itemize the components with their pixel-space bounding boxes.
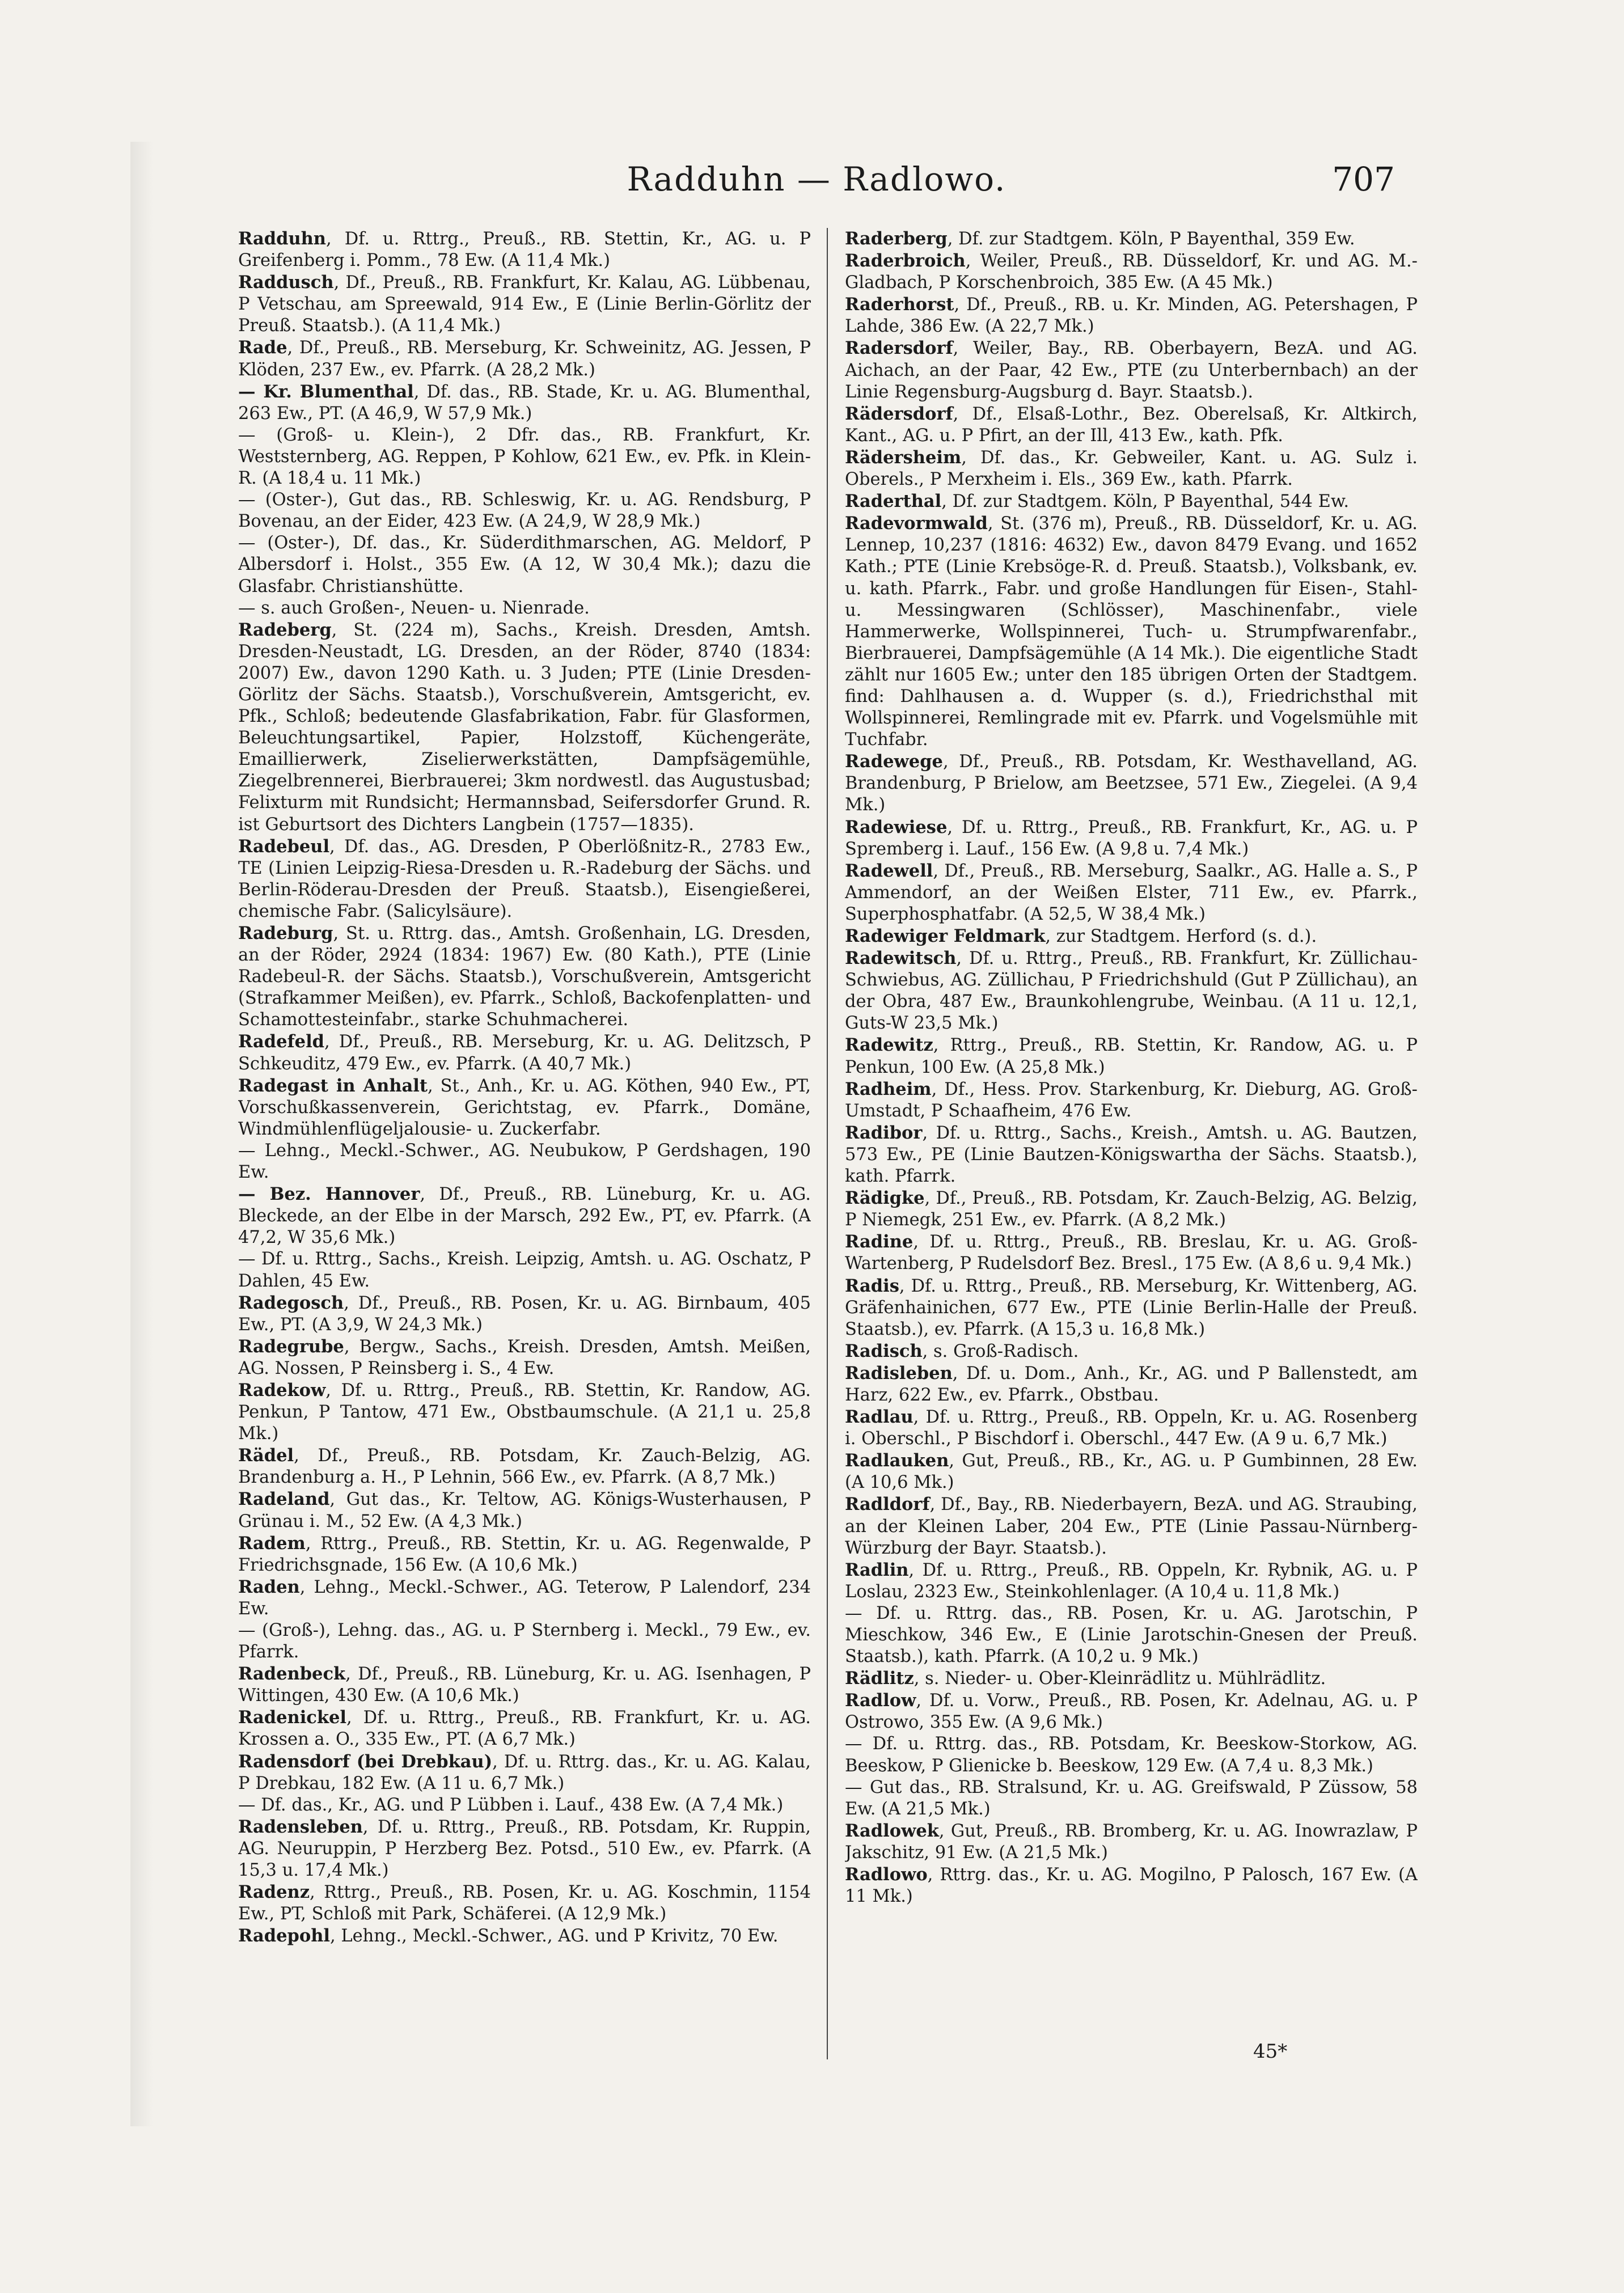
- entry-headword: Radebeul: [238, 836, 330, 857]
- dictionary-entry: [845, 1733, 1418, 1776]
- entry-text: , Rttrg. das., Kr. u. AG. Mogilno, P Palosch, 167 Ew. (A 11 Mk.): [845, 1865, 1418, 1907]
- entry-headword: Raden: [238, 1576, 300, 1597]
- entry-headword: Radekow: [238, 1380, 326, 1401]
- dictionary-entry: [845, 860, 1418, 925]
- dictionary-entry: [238, 425, 811, 489]
- entry-text: , Weiler, Preuß., RB. Düsseldorf, Kr. und AG. M.-Gladbach, P Korschenbroich, 385 Ew. (A 45 Mk.): [845, 251, 1418, 293]
- entry-text: , zur Stadtgem. Herford (s. d.).: [1045, 926, 1317, 946]
- dictionary-entry: [845, 1231, 1418, 1275]
- entry-headword: Radlau: [845, 1407, 914, 1428]
- dictionary-entry: [238, 1881, 811, 1925]
- entry-headword: Radenz: [238, 1882, 310, 1903]
- entry-headword: Radduhn: [238, 229, 326, 249]
- dictionary-entry: [238, 1925, 811, 1947]
- entry-text: — (Groß- u. Klein-), 2 Dfr. das., RB. Frankfurt, Kr. Weststernberg, AG. Reppen, P Kohlow, 621 Ew., ev. Pfk. in Klein-R. (A 18,4 u. 11 Mk.): [238, 425, 811, 489]
- entry-headword: Rädigke: [845, 1188, 925, 1209]
- entry-text: , Df. u. Rttrg., Preuß., RB. Potsdam, Kr. Ruppin, AG. Neuruppin, P Herzberg Bez. Potsd., 510 Ew., ev. Pfarrk. (A 15,3 u. 17,4 Mk.): [238, 1817, 811, 1881]
- dictionary-entry: [238, 1249, 811, 1292]
- column-divider: [827, 228, 828, 2059]
- dictionary-entry: [845, 1078, 1418, 1122]
- dictionary-entry: [845, 1690, 1418, 1733]
- entry-headword: Radewell: [845, 860, 933, 881]
- dictionary-entry: [845, 1406, 1418, 1450]
- entry-text: — s. auch Großen-, Neuen- u. Nienrade.: [238, 598, 590, 618]
- dictionary-entry: [238, 337, 811, 380]
- entry-text: , Bergw., Sachs., Kreish. Dresden, Amtsh. Meißen, AG. Nossen, P Reinsberg i. S., 4 Ew.: [238, 1336, 811, 1378]
- entry-text: , Df. u. Dom., Anh., Kr., AG. und P Ballenstedt, am Harz, 622 Ew., ev. Pfarrk., Obstbau.: [845, 1363, 1418, 1405]
- entry-headword: Radeland: [238, 1489, 330, 1510]
- entry-headword: Radeberg: [238, 619, 332, 640]
- dictionary-entry: [238, 1380, 811, 1445]
- entry-text: — (Oster-), Df. das., Kr. Süderdithmarschen, AG. Meldorf, P Albersdorf i. Holst., 355 Ew. (A 12, W 30,4 Mk.); dazu die Glasfabr. Christianshütte.: [238, 533, 811, 596]
- entry-text: , Df. u. Vorw., Preuß., RB. Posen, Kr. Adelnau, AG. u. P Ostrowo, 355 Ew. (A 9,6 Mk.): [845, 1691, 1418, 1733]
- dictionary-entry: [238, 1751, 811, 1795]
- entry-text: , Df., Preuß., RB. u. Kr. Minden, AG. Petershagen, P Lahde, 386 Ew. (A 22,7 Mk.): [845, 295, 1418, 337]
- entry-headword: Radlowo: [845, 1864, 928, 1885]
- entry-text: , Df. u. Rttrg., Preuß., RB. Frankfurt, Kr., AG. u. P Spremberg i. Lauf., 156 Ew. (A 9,8 u. 7,4 Mk.): [845, 817, 1418, 859]
- dictionary-entry: [845, 228, 1418, 250]
- entry-text: , Df., Hess. Prov. Starkenburg, Kr. Dieburg, AG. Groß-Umstadt, P Schaafheim, 476 Ew.: [845, 1079, 1418, 1121]
- entry-text: , Rttrg., Preuß., RB. Posen, Kr. u. AG. Koschmin, 1154 Ew., PT, Schloß mit Park, Schäferei. (A 12,9 Mk.): [238, 1882, 811, 1924]
- entry-text: , Df., Preuß., RB. Potsdam, Kr. Zauch-Belzig, AG. Belzig, P Niemegk, 251 Ew., ev. Pfarrk. (A 8,2 Mk.): [845, 1188, 1418, 1230]
- dictionary-entry: [238, 1031, 811, 1074]
- entry-headword: Radis: [845, 1275, 899, 1296]
- entry-text: — Df. das., Kr., AG. und P Lübben i. Lauf., 438 Ew. (A 7,4 Mk.): [238, 1795, 784, 1815]
- entry-headword: — Bez. Hannover: [238, 1184, 420, 1205]
- entry-headword: Radibor: [845, 1122, 923, 1143]
- dictionary-entry: [845, 337, 1418, 403]
- entry-text: , Df. u. Rttrg. das., Kr. u. AG. Kalau, P Drebkau, 182 Ew. (A 11 u. 6,7 Mk.): [238, 1752, 811, 1793]
- entry-headword: Radheim: [845, 1078, 932, 1099]
- entry-headword: Radensleben: [238, 1816, 363, 1837]
- dictionary-entry: [845, 294, 1418, 337]
- entry-headword: Radeburg: [238, 923, 333, 944]
- page-edge-shadow: [130, 142, 153, 2126]
- dictionary-entry: [238, 1816, 811, 1881]
- entry-text: , Rttrg., Preuß., RB. Stettin, Kr. u. AG. Regenwalde, P Friedrichsgnade, 156 Ew. (A 10,6 Mk.): [238, 1533, 811, 1575]
- entry-text: , St., Anh., Kr. u. AG. Köthen, 940 Ew., PT, Vorschußkassenverein, Gerichtstag, ev. Pfarrk., Domäne, Windmühlenflügeljalousie- u. Zuckerfabr.: [238, 1076, 811, 1139]
- entry-headword: — Kr. Blumenthal: [238, 381, 414, 402]
- entry-headword: Raddusch: [238, 272, 334, 293]
- dictionary-entry: [845, 490, 1418, 513]
- entry-headword: Raderhorst: [845, 294, 954, 315]
- dictionary-entry: [845, 1363, 1418, 1406]
- entry-text: , Lehng., Meckl.-Schwer., AG. und P Krivitz, 70 Ew.: [329, 1926, 779, 1947]
- entry-headword: Radem: [238, 1533, 306, 1554]
- entry-headword: Radefeld: [238, 1031, 324, 1052]
- entry-headword: Radisleben: [845, 1363, 953, 1384]
- entry-headword: Radewiese: [845, 816, 948, 837]
- entry-headword: Raderbroich: [845, 251, 966, 272]
- dictionary-entry: [238, 1183, 811, 1249]
- dictionary-entry: [238, 272, 811, 337]
- entry-text: , Df., Preuß., RB. Potsdam, Kr. Zauch-Belzig, AG. Brandenburg a. H., P Lehnin, 566 Ew., ev. Pfarrk. (A 8,7 Mk.): [238, 1446, 811, 1488]
- dictionary-entry: [238, 381, 811, 425]
- signature-mark: 45*: [1253, 2040, 1288, 2063]
- entry-headword: Radlow: [845, 1690, 916, 1711]
- page-header: [238, 160, 1395, 205]
- dictionary-entry: [845, 1187, 1418, 1231]
- entry-headword: Raderthal: [845, 491, 942, 512]
- entry-text: , Weiler, Bay., RB. Oberbayern, BezA. und AG. Aichach, an der Paar, 42 Ew., PTE (zu Unterbernbach) an der Linie Regensburg-Augsburg d. Bayr. Staatsb.).: [845, 339, 1418, 402]
- entry-text: , Df., Preuß., RB. Lüneburg, Kr. u. AG. Isenhagen, P Wittingen, 430 Ew. (A 10,6 Mk.): [238, 1664, 811, 1706]
- left-column: [238, 228, 811, 2059]
- entry-text: — (Oster-), Gut das., RB. Schleswig, Kr. u. AG. Rendsburg, P Bovenau, an der Eider, 423 Ew. (A 24,9, W 28,9 Mk.): [238, 490, 811, 532]
- dictionary-entry: [238, 1336, 811, 1380]
- entry-headword: Radldorf: [845, 1494, 930, 1515]
- dictionary-entry: [845, 1820, 1418, 1864]
- entry-text: , Df., Preuß., RB. Lüneburg, Kr. u. AG. Bleckede, an der Elbe in der Marsch, 292 Ew., PT, ev. Pfarrk. (A 47,2, W 35,6 Mk.): [238, 1184, 811, 1248]
- dictionary-entry: [238, 619, 811, 836]
- entry-headword: Radewitz: [845, 1035, 933, 1056]
- entry-headword: Rädersdorf: [845, 403, 953, 424]
- entry-text: , Df., Preuß., RB. Merseburg, Saalkr., AG. Halle a. S., P Ammendorf, an der Weißen Elster, 711 Ew., ev. Pfarrk., Superphosphatfabr. (A 52,5, W 38,4 Mk.): [845, 861, 1418, 924]
- entry-text: , St. (376 m), Preuß., RB. Düsseldorf, Kr. u. AG. Lennep, 10,237 (1816: 4632) Ew., davon 8479 Evang. und 1652 Kath.; PTE (Linie Krebsöge-R. d. Preuß. Staatsb.), Volksbank, ev. u. kath. Pfarrk., Fabr. und große Handlungen für Eisen-, Stahl- u. Messingwaren (Schlösser), Maschinenfabr., viele Hammerwerke, Wollspinnerei, Tuch- u. Strumpfwarenfabr., Bierbrauerei, Dampfsägemühle (A 14 Mk.). Die eigentliche Stadt zählt nur 1605 Ew.; unter den 185 übrigen Orten der Stadtgem. find: Dahlhausen a. d. Wupper (s. d.), Friedrichsthal mit Wollspinnerei, Remlingrade mit ev. Pfarrk. und Vogelsmühle mit Tuchfabr.: [845, 514, 1418, 750]
- entry-text: — (Groß-), Lehng. das., AG. u. P Sternberg i. Meckl., 79 Ew., ev. Pfarrk.: [238, 1621, 811, 1662]
- entry-text: , Df. u. Rttrg., Preuß., RB. Oppeln, Kr. Rybnik, AG. u. P Loslau, 2323 Ew., Steinkohlenlager. (A 10,4 u. 11,8 Mk.): [845, 1560, 1418, 1602]
- entry-text: — Lehng., Meckl.-Schwer., AG. Neubukow, P Gerdshagen, 190 Ew.: [238, 1140, 811, 1183]
- dictionary-entry: [845, 816, 1418, 860]
- dictionary-entry: [238, 1075, 811, 1140]
- dictionary-entry: [238, 1292, 811, 1336]
- dictionary-entry: [845, 403, 1418, 447]
- dictionary-entry: [845, 925, 1418, 947]
- entry-text: , Df. zur Stadtgem. Köln, P Bayenthal, 544 Ew.: [941, 492, 1350, 512]
- entry-headword: Radegosch: [238, 1292, 344, 1313]
- dictionary-entry: [845, 1034, 1418, 1078]
- entry-text: , Gut, Preuß., RB., Kr., AG. u. P Gumbinnen, 28 Ew. (A 10,6 Mk.): [845, 1451, 1418, 1493]
- right-column: [845, 228, 1418, 2059]
- dictionary-entry: [845, 1603, 1418, 1668]
- page-number: 707: [1332, 160, 1395, 198]
- entry-headword: Radlin: [845, 1559, 909, 1580]
- running-head: Radduhn — Radlowo.: [627, 160, 1006, 198]
- entry-headword: Radegast in Anhalt: [238, 1075, 428, 1096]
- entry-headword: Radisch: [845, 1340, 923, 1361]
- dictionary-entry: [238, 923, 811, 1031]
- dictionary-entry: [238, 1795, 811, 1816]
- entry-headword: Rade: [238, 337, 287, 358]
- entry-text: , Df. das., AG. Dresden, P Oberlößnitz-R., 2783 Ew., TE (Linien Leipzig-Riesa-Dresden u. R.-Radeburg der Sächs. und Berlin-Röderau-Dresden der Preuß. Staatsb.), Eisengießerei, chemische Fabr. (Salicylsäure).: [238, 836, 811, 921]
- entry-headword: Radevormwald: [845, 513, 988, 534]
- entry-text: , s. Groß-Radisch.: [922, 1341, 1079, 1361]
- entry-headword: Radewege: [845, 751, 943, 772]
- dictionary-entry: [845, 1122, 1418, 1187]
- entry-headword: Radensdorf (bei Drebkau): [238, 1751, 493, 1772]
- dictionary-entry: [845, 751, 1418, 816]
- dictionary-entry: [845, 447, 1418, 490]
- entry-text: , Df. u. Rttrg., Preuß., RB. Merseburg, Kr. Wittenberg, AG. Gräfenhainichen, 677 Ew., PTE (Linie Berlin-Halle der Preuß. Staatsb.), ev. Pfarrk. (A 15,3 u. 16,8 Mk.): [845, 1276, 1418, 1339]
- dictionary-entry: [238, 1140, 811, 1183]
- entry-text: , Df. u. Rttrg., Preuß., RB. Stettin, Kr. Randow, AG. Penkun, P Tantow, 471 Ew., Obstbaumschule. (A 21,1 u. 25,8 Mk.): [238, 1380, 811, 1444]
- entry-text: , Df. das., RB. Stade, Kr. u. AG. Blumenthal, 263 Ew., PT. (A 46,9, W 57,9 Mk.): [238, 382, 811, 424]
- entry-headword: Rädlitz: [845, 1668, 914, 1689]
- entry-text: , Df., Preuß., RB. Merseburg, Kr. Schweinitz, AG. Jessen, P Klöden, 237 Ew., ev. Pfarrk. (A 28,2 Mk.): [238, 338, 811, 380]
- dictionary-entry: [238, 1445, 811, 1488]
- entry-text: , Gut, Preuß., RB. Bromberg, Kr. u. AG. Inowrazlaw, P Jakschitz, 91 Ew. (A 21,5 Mk.): [845, 1821, 1418, 1863]
- entry-text: — Df. u. Rttrg. das., RB. Potsdam, Kr. Beeskow-Storkow, AG. Beeskow, P Glienicke b. Beeskow, 129 Ew. (A 7,4 u. 8,3 Mk.): [845, 1734, 1418, 1776]
- entry-text: , Df., Preuß., RB. Frankfurt, Kr. Kalau, AG. Lübbenau, P Vetschau, am Spreewald, 914 Ew., E (Linie Berlin-Görlitz der Preuß. Staatsb.). (A 11,4 Mk.): [238, 273, 811, 336]
- entry-headword: Radine: [845, 1232, 914, 1253]
- entry-text: , Df. u. Rttrg., Preuß., RB. Stettin, Kr., AG. u. P Greifenberg i. Pomm., 78 Ew. (A 11,4 Mk.): [238, 229, 811, 271]
- dictionary-entry: [845, 1450, 1418, 1494]
- entry-headword: Radewitsch: [845, 948, 957, 969]
- dictionary-entry: [845, 250, 1418, 294]
- entry-text: , Df., Bay., RB. Niederbayern, BezA. und AG. Straubing, an der Kleinen Laber, 204 Ew., PTE (Linie Passau-Nürnberg-Würzburg der Bayr. Staatsb.).: [845, 1495, 1418, 1558]
- entry-headword: Rädersheim: [845, 447, 962, 468]
- dictionary-entry: [238, 1707, 811, 1750]
- dictionary-entry: [238, 1620, 811, 1663]
- entry-headword: Radlowek: [845, 1820, 939, 1841]
- entry-text: , Df. u. Rttrg., Preuß., RB. Frankfurt, Kr. u. AG. Krossen a. O., 335 Ew., PT. (A 6,7 Mk.): [238, 1708, 811, 1750]
- dictionary-entry: [238, 1488, 811, 1532]
- dictionary-entry: [845, 1275, 1418, 1340]
- entry-text: , Df., Preuß., RB. Posen, Kr. u. AG. Birnbaum, 405 Ew., PT. (A 3,9, W 24,3 Mk.): [238, 1293, 811, 1335]
- entry-text: — Df. u. Rttrg. das., RB. Posen, Kr. u. AG. Jarotschin, P Mieschkow, 346 Ew., E (Linie Jarotschin-Gnesen der Preuß. Staatsb.), kath. Pfarrk. (A 10,2 u. 9 Mk.): [845, 1603, 1418, 1667]
- entry-text: , St. (224 m), Sachs., Kreish. Dresden, Amtsh. Dresden-Neustadt, LG. Dresden, an der Röder, 8740 (1834: 2007) Ew., davon 1290 Kath. u. 3 Juden; PTE (Linie Dresden-Görlitz der Sächs. Staatsb.), Vorschußverein, Amtsgericht, ev. Pfk., Schloß; bedeutende Glasfabrikation, Fabr. für Glasformen, Beleuchtungsartikel, Papier, Holzstoff, Küchengeräte, Emaillierwerk, Ziselierwerkstätten, Dampfsägemühle, Ziegelbrennerei, Bierbrauerei; 3km nordwestl. das Augustusbad; Felixturm mit Rundsicht; Hermannsbad, Seifersdorfer Grund. R. ist Geburtsort des Dichters Langbein (1757—1835).: [238, 620, 811, 835]
- dictionary-entry: [845, 1777, 1418, 1820]
- entry-text: , Gut das., Kr. Teltow, AG. Königs-Wusterhausen, P Grünau i. M., 52 Ew. (A 4,3 Mk.): [238, 1490, 811, 1532]
- entry-text: , s. Nieder- u. Ober-Kleinrädlitz u. Mühlrädlitz.: [914, 1669, 1326, 1689]
- entry-headword: Radersdorf: [845, 338, 953, 359]
- dictionary-entry: [845, 1494, 1418, 1559]
- entry-headword: Radegrube: [238, 1336, 344, 1357]
- dictionary-entry: [845, 1559, 1418, 1603]
- entry-text: , Df. u. Rttrg., Preuß., RB. Breslau, Kr. u. AG. Groß-Wartenberg, P Rudelsdorf Bez. Bresl., 175 Ew. (A 8,6 u. 9,4 Mk.): [845, 1232, 1418, 1274]
- entry-text: , Df. u. Rttrg., Preuß., RB. Oppeln, Kr. u. AG. Rosenberg i. Oberschl., P Bischdorf i. Oberschl., 447 Ew. (A 9 u. 6,7 Mk.): [845, 1407, 1418, 1449]
- entry-text: , Df. u. Rttrg., Preuß., RB. Frankfurt, Kr. Züllichau-Schwiebus, AG. Züllichau, P Friedrichshuld (Gut P Züllichau), an der Obra, 487 Ew., Braunkohlengrube, Weinbau. (A 11 u. 12,1, Guts-W 23,5 Mk.): [845, 949, 1418, 1034]
- dictionary-entry: [238, 1576, 811, 1620]
- entry-text: , St. u. Rttrg. das., Amtsh. Großenhain, LG. Dresden, an der Röder, 2924 (1834: 1967) Ew. (80 Kath.), PTE (Linie Radebeul-R. der Sächs. Staatsb.), Vorschußverein, Amtsgericht (Strafkammer Meißen), ev. Pfarrk., Schloß, Backofenplatten- und Schamottesteinfabr., starke Schuhmacherei.: [238, 924, 811, 1030]
- entry-text: , Rttrg., Preuß., RB. Stettin, Kr. Randow, AG. u. P Penkun, 100 Ew. (A 25,8 Mk.): [845, 1035, 1418, 1077]
- entry-text: — Gut das., RB. Stralsund, Kr. u. AG. Greifswald, P Züssow, 58 Ew. (A 21,5 Mk.): [845, 1777, 1418, 1819]
- dictionary-entry: [238, 598, 811, 619]
- dictionary-entry: [238, 489, 811, 532]
- entry-text: , Df. u. Rttrg., Sachs., Kreish., Amtsh. u. AG. Bautzen, 573 Ew., PE (Linie Bautzen-Königswartha der Sächs. Staatsb.), kath. Pfarrk.: [845, 1123, 1418, 1187]
- entry-text: , Df. zur Stadtgem. Köln, P Bayenthal, 359 Ew.: [947, 229, 1355, 249]
- dictionary-entry: [238, 532, 811, 597]
- entry-text: , Df. das., Kr. Gebweiler, Kant. u. AG. Sulz i. Oberels., P Merxheim i. Els., 369 Ew., kath. Pfarrk.: [845, 447, 1418, 490]
- entry-headword: Radenbeck: [238, 1664, 346, 1685]
- entry-headword: Radenickel: [238, 1707, 346, 1728]
- entry-headword: Radewiger Feldmark: [845, 926, 1046, 946]
- dictionary-entry: [238, 1663, 811, 1707]
- dictionary-entry: [845, 1864, 1418, 1907]
- dictionary-entry: [845, 1668, 1418, 1690]
- entry-text: — Df. u. Rttrg., Sachs., Kreish. Leipzig, Amtsh. u. AG. Oschatz, P Dahlen, 45 Ew.: [238, 1249, 811, 1291]
- entry-text: , Df., Preuß., RB. Merseburg, Kr. u. AG. Delitzsch, P Schkeuditz, 479 Ew., ev. Pfarrk. (A 40,7 Mk.): [238, 1032, 811, 1074]
- entry-headword: Radlauken: [845, 1450, 949, 1471]
- entry-headword: Rädel: [238, 1445, 294, 1466]
- dictionary-entry: [845, 513, 1418, 751]
- entry-headword: Raderberg: [845, 229, 948, 249]
- entry-text: , Df., Elsaß-Lothr., Bez. Oberelsaß, Kr. Altkirch, Kant., AG. u. P Pfirt, an der Ill, 413 Ew., kath. Pfk.: [845, 404, 1418, 446]
- dictionary-entry: [238, 228, 811, 272]
- entry-text: , Lehng., Meckl.-Schwer., AG. Teterow, P Lalendorf, 234 Ew.: [238, 1577, 811, 1619]
- dictionary-entry: [845, 1340, 1418, 1363]
- entry-text: , Df., Preuß., RB. Potsdam, Kr. Westhavelland, AG. Brandenburg, P Brielow, am Beetzsee, 571 Ew., Ziegelei. (A 9,4 Mk.): [845, 752, 1418, 815]
- entry-headword: Radepohl: [238, 1926, 330, 1947]
- dictionary-entry: [238, 1533, 811, 1576]
- dictionary-entry: [845, 947, 1418, 1034]
- dictionary-entry: [238, 836, 811, 923]
